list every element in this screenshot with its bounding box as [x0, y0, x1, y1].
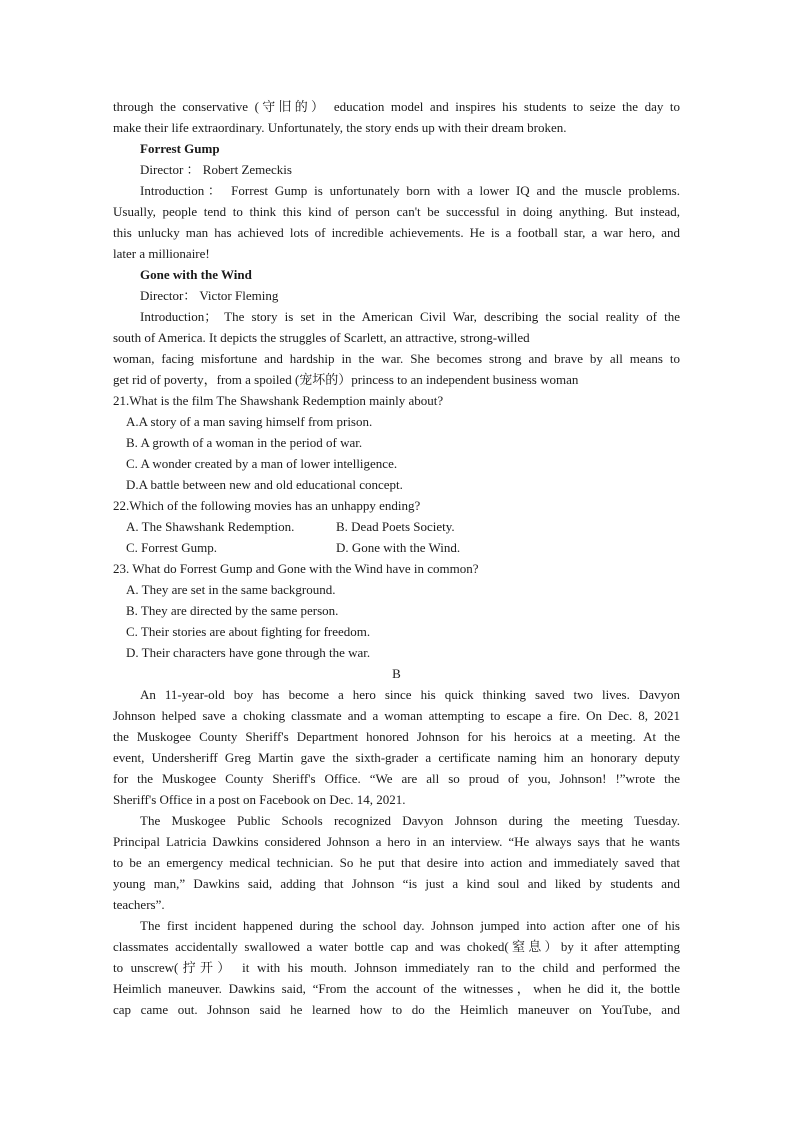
question-option: A. They are set in the same background.	[126, 582, 336, 597]
movie-title-forrest-gump: Forrest Gump	[140, 141, 220, 156]
question-option: C. Forrest Gump.	[126, 540, 217, 555]
director-line: Director： Victor Fleming	[140, 288, 279, 303]
passage-line: cap came out. Johnson said he learned how to do the Heimlich maneuver on YouTube, and	[113, 1002, 680, 1017]
passage-line: make their life extraordinary. Unfortunately, the story ends up with their dream broken.	[113, 120, 567, 135]
passage-line: for the Muskogee County Sheriff's Office. “We are all so proud of you, Johnson! !”wrote the	[113, 771, 680, 786]
passage-line: get rid of poverty，from a spoiled (宠坏的）princess to an independent business woman	[113, 372, 579, 387]
question-option: B. A growth of a woman in the period of war.	[126, 435, 363, 450]
question-option: D. Their characters have gone through the war.	[126, 645, 371, 660]
passage-line: the Muskogee County Sheriff's Department honored Johnson for his heroics at a meeting. At the	[113, 729, 680, 744]
passage-line: teachers”.	[113, 897, 165, 912]
question-option: B. Dead Poets Society.	[336, 519, 455, 534]
movie-title-gone-with-the-wind: Gone with the Wind	[140, 267, 252, 282]
passage-line: The first incident happened during the school day. Johnson jumped into action after one of his	[140, 918, 680, 933]
question-option-row	[113, 516, 680, 537]
passage-line: Heimlich maneuver. Dawkins said, “From the account of the witnesses，when he did it, the bottle	[113, 981, 680, 996]
director-line: Director ： Robert Zemeckis	[140, 162, 292, 177]
passage-line: Principal Latricia Dawkins considered Johnson a hero in an interview. “He always says that he wants	[113, 834, 680, 849]
passage-line: Sheriff's Office in a post on Facebook on Dec. 14, 2021.	[113, 792, 406, 807]
passage-line: Introduction； The story is set in the American Civil War, describing the social reality of the	[140, 309, 680, 324]
passage-line: event, Undersheriff Greg Martin gave the sixth-grader a certificate naming him an honorary deputy	[113, 750, 680, 765]
section-label-b: B	[392, 666, 401, 681]
passage-line: later a millionaire!	[113, 246, 210, 261]
question-23-stem: 23. What do Forrest Gump and Gone with the Wind have in common?	[113, 561, 479, 576]
question-option-row	[113, 537, 680, 558]
question-option: D. Gone with the Wind.	[336, 540, 461, 555]
question-21-stem: 21.What is the film The Shawshank Redemption mainly about?	[113, 393, 444, 408]
passage-line: through the conservative (守旧的） education model and inspires his students to seize the day to	[113, 99, 680, 114]
passage-line: Usually, people tend to think this kind of person can't be successful in doing anything. But instead,	[113, 204, 680, 219]
question-option: C. Their stories are about fighting for freedom.	[126, 624, 371, 639]
passage-line: to be an emergency medical technician. So he put that desire into action and immediately saved that	[113, 855, 680, 870]
passage-line: Introduction： Forrest Gump is unfortunately born with a lower IQ and the muscle problems.	[140, 183, 680, 198]
passage-line: woman, facing misfortune and hardship in the war. She becomes strong and brave by all means to	[113, 351, 680, 366]
question-22-stem: 22.Which of the following movies has an unhappy ending?	[113, 498, 421, 513]
question-option: D.A battle between new and old educational concept.	[126, 477, 403, 492]
passage-line: classmates accidentally swallowed a water bottle cap and was choked(窒息）by it after attempting	[113, 939, 680, 954]
passage-line: this unlucky man has achieved lots of incredible achievements. He is a football star, a war hero, and	[113, 225, 680, 240]
passage-line: An 11-year-old boy has become a hero since his quick thinking saved two lives. Davyon	[140, 687, 680, 702]
question-option: C. A wonder created by a man of lower intelligence.	[126, 456, 398, 471]
question-option: A.A story of a man saving himself from prison.	[126, 414, 373, 429]
document-body	[113, 96, 680, 1020]
passage-line: young man,” Dawkins said, adding that Johnson “is just a kind soul and liked by students and	[113, 876, 680, 891]
passage-line: to unscrew(拧开） it with his mouth. Johnson immediately ran to the child and performed the	[113, 960, 680, 975]
question-option: B. They are directed by the same person.	[126, 603, 339, 618]
passage-line: south of America. It depicts the struggles of Scarlett, an attractive, strong-willed	[113, 330, 530, 345]
passage-line: Johnson helped save a choking classmate and a woman attempting to escape a fire. On Dec. 8, 2021	[113, 708, 680, 723]
question-option: A. The Shawshank Redemption.	[126, 519, 295, 534]
passage-line: The Muskogee Public Schools recognized Davyon Johnson during the meeting Tuesday.	[140, 813, 680, 828]
